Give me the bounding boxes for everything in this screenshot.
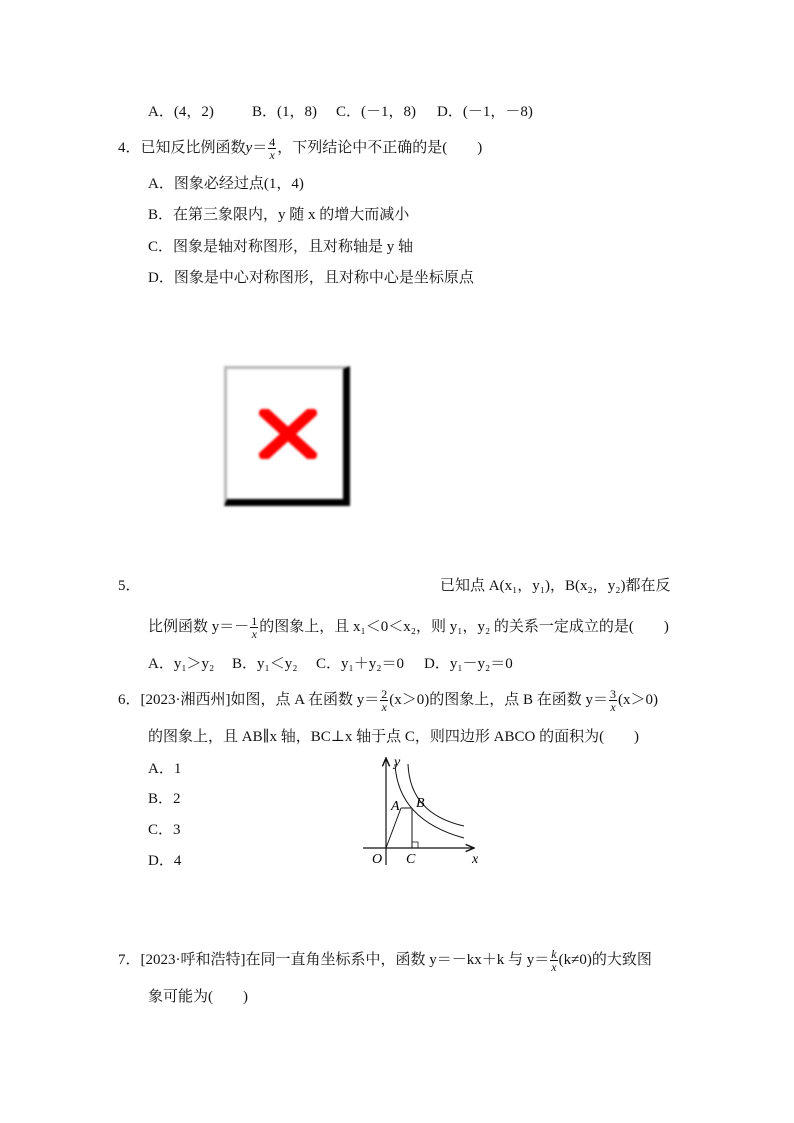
q3-option-a: A．(4，2)	[148, 104, 214, 120]
q6-option-a: A．1	[148, 761, 182, 777]
right-angle-mark	[412, 842, 418, 848]
q4-func-var: y	[245, 140, 253, 156]
q3-option-b: B．(1，8)	[252, 104, 317, 120]
q6-line1	[118, 680, 658, 720]
q4-frac-den: x	[269, 148, 275, 163]
label-x: x	[472, 852, 479, 867]
q7-line1-b: (k≠0)的大致图	[558, 952, 652, 968]
q5-option-a: A．y₁＞y₂	[148, 656, 215, 672]
q6-frac1-num: 2	[381, 687, 388, 702]
curve-y-2-over-x	[395, 764, 464, 838]
q4-fraction	[268, 136, 276, 161]
q4-stem-post: ，下列结论中不正确的是( )	[277, 140, 483, 156]
q6-fraction-2	[609, 688, 617, 713]
q3-options	[148, 102, 533, 122]
q4-number: 4．	[118, 140, 141, 156]
q7-fraction	[550, 948, 557, 973]
q6-option-d: D．4	[148, 853, 182, 869]
q6-option-b: B．2	[148, 791, 181, 807]
q4-stem	[118, 128, 482, 168]
q5-line2	[148, 607, 669, 647]
q7-line1	[118, 940, 652, 980]
q6-option-c: C．3	[148, 822, 181, 838]
q5-frac-num: 1	[251, 614, 258, 629]
q7-frac-num: k	[551, 947, 557, 962]
q6-line1-c: (x＞0)	[618, 692, 659, 708]
curve-y-3-over-x	[408, 764, 464, 826]
q6-fraction-1	[380, 688, 388, 713]
label-a: A	[391, 799, 400, 814]
q6-frac2-den: x	[610, 700, 616, 715]
q7-line2: 象可能为( )	[148, 989, 248, 1005]
q7-line1-a: [2023·呼和浩特]在同一直角坐标系中，函数 y＝－kx＋k 与 y＝	[140, 952, 550, 968]
q3-option-c: C．(－1，8)	[336, 104, 416, 120]
q3-option-d: D．(－1，－8)	[437, 104, 533, 120]
broken-image-red-x-icon	[259, 409, 317, 459]
label-y: y	[394, 755, 401, 770]
q7-frac-den: x	[551, 960, 557, 975]
q4-frac-num: 4	[269, 135, 276, 150]
q6-line2: 的图象上，且 AB∥x 轴，BC⊥x 轴于点 C，则四边形 ABCO 的面积为( )	[148, 729, 640, 745]
q5-options	[148, 654, 513, 674]
q5-frac-den: x	[251, 627, 257, 642]
q4-option-b: B．在第三象限内，y 随 x 的增大而减小	[148, 207, 410, 223]
q5-option-d: D．y₁－y₂＝0	[424, 656, 513, 672]
q4-option-d: D．图象是中心对称图形，且对称中心是坐标原点	[148, 270, 474, 286]
q4-func-eq: ＝	[252, 140, 268, 156]
label-o: O	[372, 852, 383, 867]
q6-figure	[360, 752, 490, 870]
label-c: C	[406, 852, 416, 867]
q5-line2-pre: 比例函数 y＝－	[148, 619, 250, 635]
q4-option-a: A．图象必经过点(1，4)	[148, 176, 304, 192]
q6-line1-b: (x＞0)的图象上，点 B 在函数 y＝	[389, 692, 609, 708]
q6-number: 6．	[118, 692, 141, 708]
q6-line1-a: [2023·湘西州]如图，点 A 在函数 y＝	[140, 692, 380, 708]
q5-line1: 已知点 A(x₁，y₁)，B(x₂，y₂)都在反	[440, 578, 671, 594]
q4-option-c: C．图象是轴对称图形，且对称轴是 y 轴	[148, 239, 414, 255]
q5-fraction	[250, 615, 258, 640]
q6-frac2-num: 3	[610, 687, 617, 702]
q6-frac1-den: x	[381, 700, 387, 715]
q5-option-b: B．y₁＜y₂	[232, 656, 298, 672]
broken-image-placeholder	[224, 366, 350, 506]
q5-number: 5．	[118, 578, 141, 594]
q5-line2-post: 的图象上，且 x₁＜0＜x₂，则 y₁，y₂ 的关系一定成立的是( )	[259, 619, 669, 635]
segment-oa	[386, 808, 401, 848]
q7-number: 7．	[118, 952, 141, 968]
q4-stem-pre: 已知反比例函数	[140, 140, 246, 156]
label-b: B	[416, 796, 425, 811]
q5-option-c: C．y₁＋y₂＝0	[316, 656, 404, 672]
